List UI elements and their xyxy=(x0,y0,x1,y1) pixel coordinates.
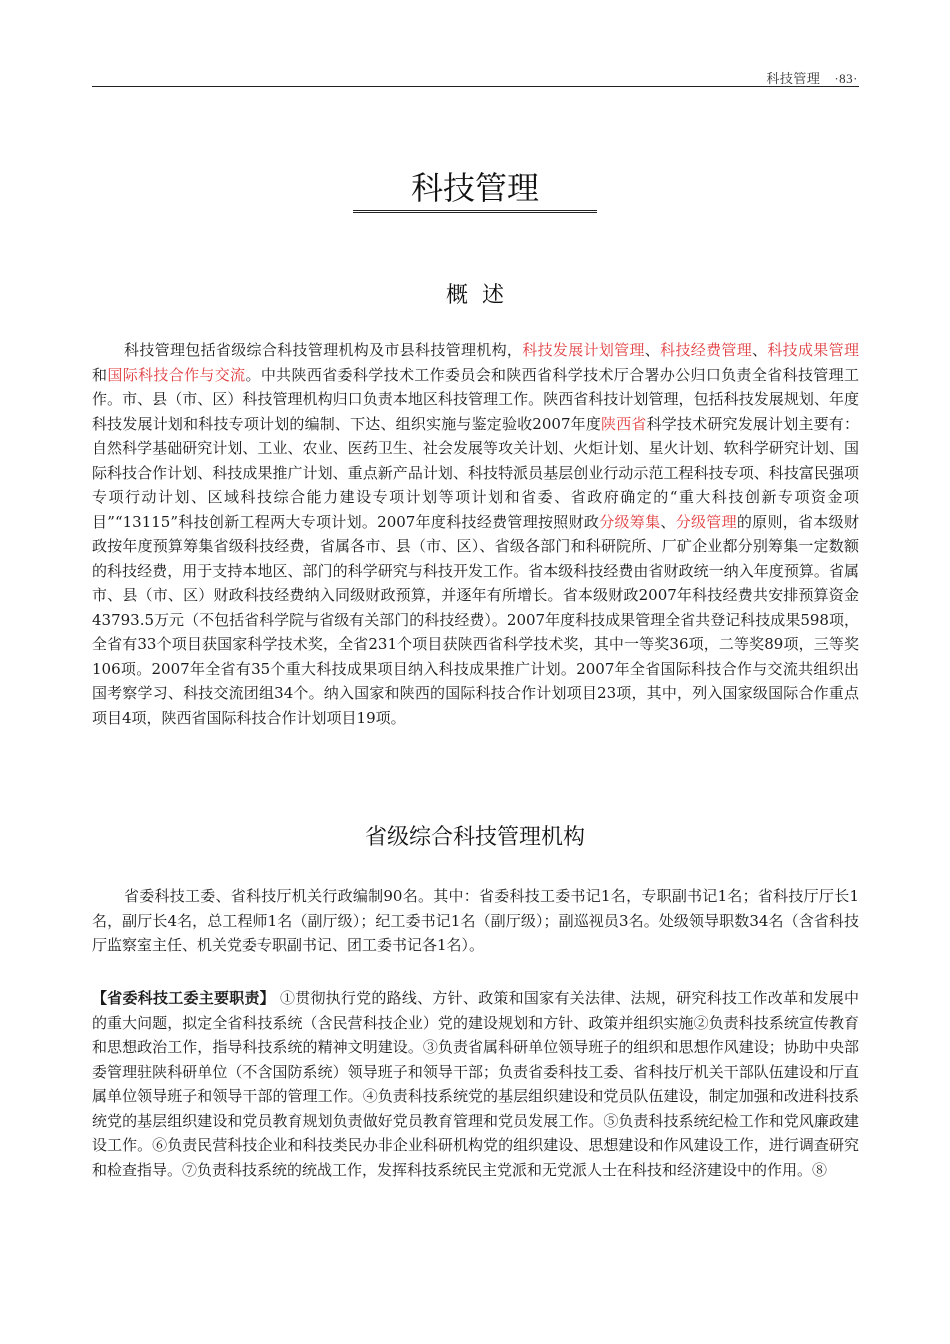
overview-text: 的原则，省本级财政按年度预算筹集省级科技经费，省属各市、县（市、区）、省级各部门和科研院所、厂矿企业都分别筹集一定数额的科技经费，用于支持本地区、部门的科学研究与科技开发工作。省本级科技经费由省财政统一纳入年度预算。省属市、县（市、区）财政科技经费纳入同级财政预算，并逐年有所增长。省本级财政2007年科技经费共安排预算资金43793.5万元（不包括省科学院与省级有关部门的科技经费）。2007年度科技成果管理全省共登记科技成果598项，全省有33个项目获国家科学技术奖，全省231个项目获陕西省科学技术奖，其中一等奖36项，二等奖89项，三等奖106项。2007年全省有35个重大科技成果项目纳入科技成果推广计划。2007年全省国际科技合作与交流共组织出国考察学习、科技交流团组34个。纳入国家和陕西的国际科技合作计划项目23项，其中，列入国家级国际合作重点项目4项，陕西省国际科技合作计划项目19项。 xyxy=(92,512,859,727)
duties-paragraph xyxy=(92,986,859,1182)
overview-text: 科技管理包括省级综合科技管理机构及市县科技管理机构， xyxy=(124,341,523,359)
overview-text: 。中共陕西省委科学技术工作委员会和陕西省科学技术厅合署办公归口负责全省科技管理工作。市、县（市、区）科技管理机构归口负责本地区科技管理工作。陕西省科技计划管理，包括科技发展规划、年度科技发展计划和科技专项计划的编制、下达、组织实施与鉴定验收2007年度 xyxy=(92,365,859,433)
running-head xyxy=(766,68,858,87)
header-rule xyxy=(92,86,859,87)
link-international-cooperation[interactable]: 国际科技合作与交流 xyxy=(107,365,246,384)
running-head-section: 科技管理 xyxy=(766,72,821,87)
overview-text: 科学技术研究发展计划主要有：自然科学基础研究计划、工业、农业、医药卫生、社会发展等攻关计划、火炬计划、星火计划、软科学研究计划、国际科技合作计划、科技成果推广计划、重点新产品计划、科技特派员基层创业行动示范工程科技专项、科技富民强项专项行动计划、区域科技综合能力建设专项计划等项计划和省委、省政府确定的“重大科技创新专项资金项目”“13115”科技创新工程两大专项计划。2007年度科技经费管理按照财政 xyxy=(92,414,859,531)
page-title: 科技管理 xyxy=(353,168,597,213)
overview-text: 、 xyxy=(660,512,676,531)
link-tiered-management[interactable]: 分级管理 xyxy=(675,512,737,531)
agency-heading: 省级综合科技管理机构 xyxy=(364,825,585,850)
overview-text: 、 xyxy=(752,341,768,359)
link-tiered-raising[interactable]: 分级筹集 xyxy=(599,512,661,531)
link-shaanxi[interactable]: 陕西省 xyxy=(601,414,647,433)
link-plan-management[interactable]: 科技发展计划管理 xyxy=(522,341,645,359)
overview-paragraph xyxy=(92,338,859,730)
page-number: ·83· xyxy=(834,71,858,86)
overview-text: 和 xyxy=(92,365,108,384)
title-block xyxy=(0,168,950,213)
staffing-paragraph: 省委科技工委、省科技厅机关行政编制90名。其中：省委科技工委书记1名，专职副书记1名；省科技厅厅长1名，副厅长4名，总工程师1名（副厅级）；纪工委书记1名（副厅级）；副巡视员3名。处级领导职数34名（含省科技厅监察室主任、机关党委专职副书记、团工委书记各1名）。 xyxy=(92,887,859,954)
link-funding-management[interactable]: 科技经费管理 xyxy=(660,341,753,359)
overview-text: 、 xyxy=(644,341,661,359)
duties-text: ①贯彻执行党的路线、方针、政策和国家有关法律、法规，研究科技工作改革和发展中的重大问题，拟定全省科技系统（含民营科技企业）党的建设规划和方针、政策并组织实施②负责科技系统宣传教育和思想政治工作，指导科技系统的精神文明建设。③负责省属科研单位领导班子的组织和思想作风建设；协助中央部委管理驻陕科研单位（不含国防系统）领导班子和领导干部；负责省委科技工委、省科技厅机关干部队伍建设和厅直属单位领导班子和领导干部的管理工作。④负责科技系统党的基层组织建设和党员队伍建设，制定加强和改进科技系统党的基层组织建设和党员教育规划负责做好党员教育管理和党员发展工作。⑤负责科技系统纪检工作和党风廉政建设工作。⑥负责民营科技企业和科技类民办非企业科研机构党的组织建设、思想建设和作风建设工作，进行调查研究和检查指导。⑦负责科技系统的统战工作，发挥科技系统民主党派和无党派人士在科技和经济建设中的作用。⑧ xyxy=(92,989,859,1179)
duties-label: 【省委科技工委主要职责】 xyxy=(92,989,275,1007)
link-achievement-management[interactable]: 科技成果管理 xyxy=(767,341,859,359)
overview-heading: 概述 xyxy=(445,283,518,308)
